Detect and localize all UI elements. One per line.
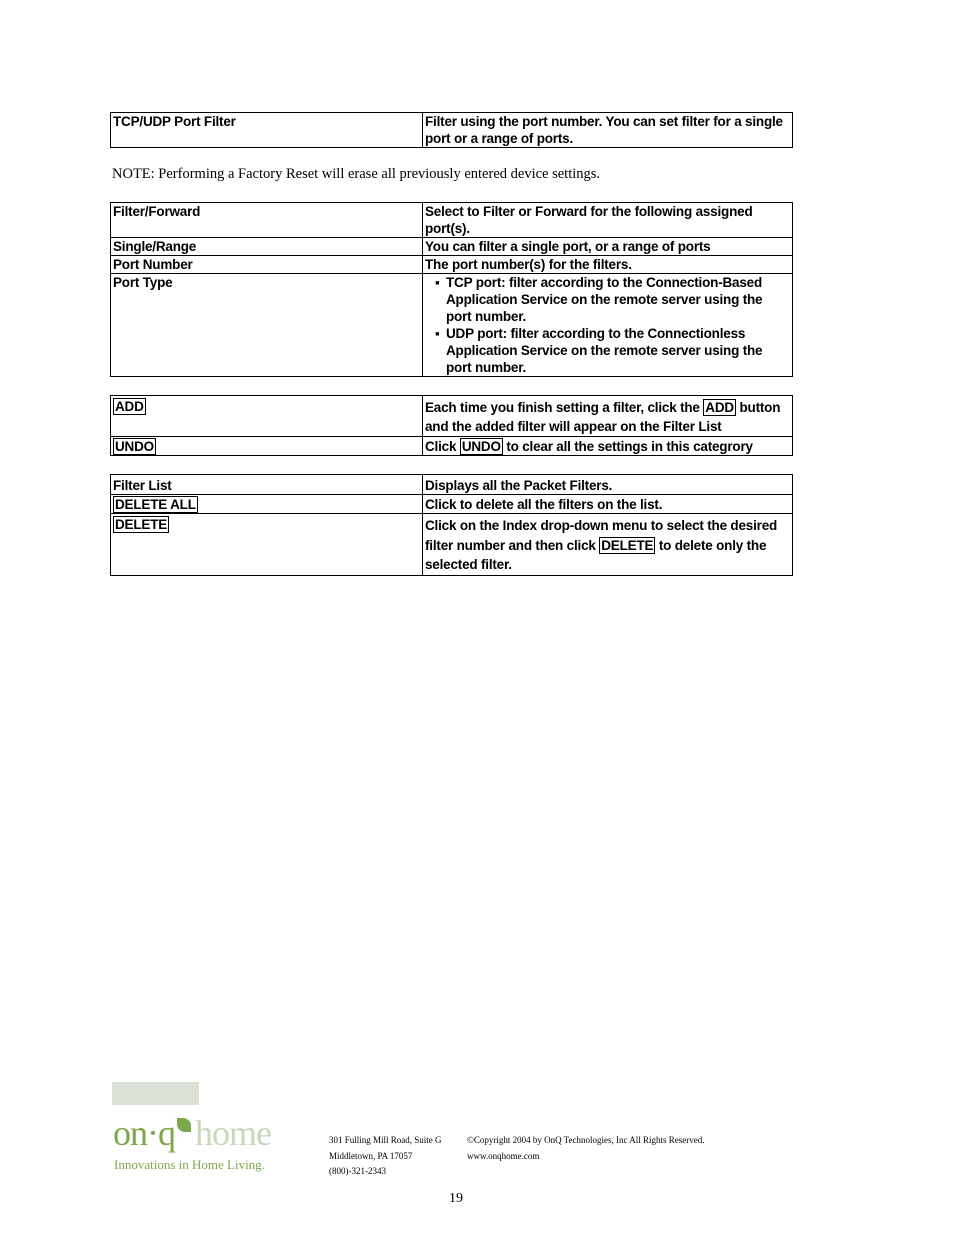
website-text: www.onqhome.com: [467, 1150, 540, 1161]
filter-settings-table: [110, 202, 793, 377]
desc-text: Each time you finish setting a filter, click the: [425, 400, 704, 415]
add-button-label: ADD: [705, 400, 734, 415]
address-line: 301 Fulling Mill Road, Suite G: [329, 1135, 442, 1145]
desc-text: to delete only the selected filter.: [425, 537, 767, 572]
row-description: You can filter a single port, or a range of ports: [423, 238, 793, 256]
tagline: Innovations in Home Living.: [114, 1157, 265, 1172]
table-row: [111, 514, 793, 576]
table-row: [111, 475, 793, 495]
port-filter-table: [110, 112, 793, 148]
row-description: Click to delete all the filters on the list.: [423, 495, 793, 514]
row-label: Filter/Forward: [111, 203, 423, 238]
row-label: [111, 396, 423, 437]
row-label: Port Type: [111, 274, 423, 377]
list-item: ▪ TCP port: filter according to the Connection-Based Application Service on the remote server using the port number.: [435, 274, 790, 325]
undo-button-label: UNDO: [115, 439, 154, 454]
row-label: Port Number: [111, 256, 423, 274]
row-description: Select to Filter or Forward for the following assigned port(s).: [423, 203, 793, 238]
logo-text: on·q: [113, 1113, 175, 1153]
onq-logo: [113, 1112, 271, 1154]
row-description: [423, 514, 793, 576]
address-line: Middletown, PA 17057: [329, 1150, 413, 1161]
table-row: [111, 113, 793, 148]
footer-address: [329, 1133, 442, 1180]
row-description: [423, 274, 793, 377]
row-label: Single/Range: [111, 238, 423, 256]
table-row: [111, 238, 793, 256]
add-undo-table: [110, 395, 793, 456]
delete-button-label: DELETE: [115, 517, 168, 532]
row-description: [423, 396, 793, 437]
copyright-text: ©Copyright 2004 by OnQ Technologies, Inc All Rights Reserved.: [467, 1135, 705, 1145]
delete-all-button-label: DELETE ALL: [115, 497, 196, 512]
row-description: The port number(s) for the filters.: [423, 256, 793, 274]
table-row: [111, 203, 793, 238]
table-row: [111, 274, 793, 377]
table-row: [111, 396, 793, 437]
table-row: [111, 495, 793, 514]
table-row: [111, 256, 793, 274]
desc-text: Click: [425, 439, 460, 454]
undo-button-label: UNDO: [461, 439, 501, 454]
list-item: ▪ UDP port: filter according to the Connectionless Application Service on the remote server using the port number.: [435, 325, 790, 376]
desc-text: button and the added filter will appear on the Filter List: [425, 400, 781, 434]
row-label: [111, 495, 423, 514]
filter-list-table: [110, 474, 793, 576]
row-description: [423, 437, 793, 456]
add-button-label: ADD: [115, 399, 144, 414]
desc-text: Click on the Index drop-down menu to select the desired filter number and then click: [425, 518, 778, 553]
delete-button-label: DELETE: [601, 537, 654, 553]
footer-copyright: [467, 1133, 705, 1164]
logo-home-text: home: [195, 1113, 271, 1153]
address-line: (800)-321-2343: [329, 1166, 386, 1176]
desc-text: to clear all the settings in this categrory: [502, 439, 753, 454]
row-label: [111, 437, 423, 456]
row-label: Filter List: [111, 475, 423, 495]
factory-reset-note: NOTE: Performing a Factory Reset will erase all previously entered device settings.: [112, 166, 601, 182]
row-description: Filter using the port number. You can set filter for a single port or a range of ports.: [423, 113, 793, 148]
row-description: Displays all the Packet Filters.: [423, 475, 793, 495]
logo-bar: [112, 1082, 199, 1105]
row-label: TCP/UDP Port Filter: [111, 113, 423, 148]
port-type-list: [425, 274, 790, 376]
row-label: [111, 514, 423, 576]
leaf-icon: [177, 1118, 191, 1132]
table-row: [111, 437, 793, 456]
page-number: 19: [449, 1191, 463, 1206]
